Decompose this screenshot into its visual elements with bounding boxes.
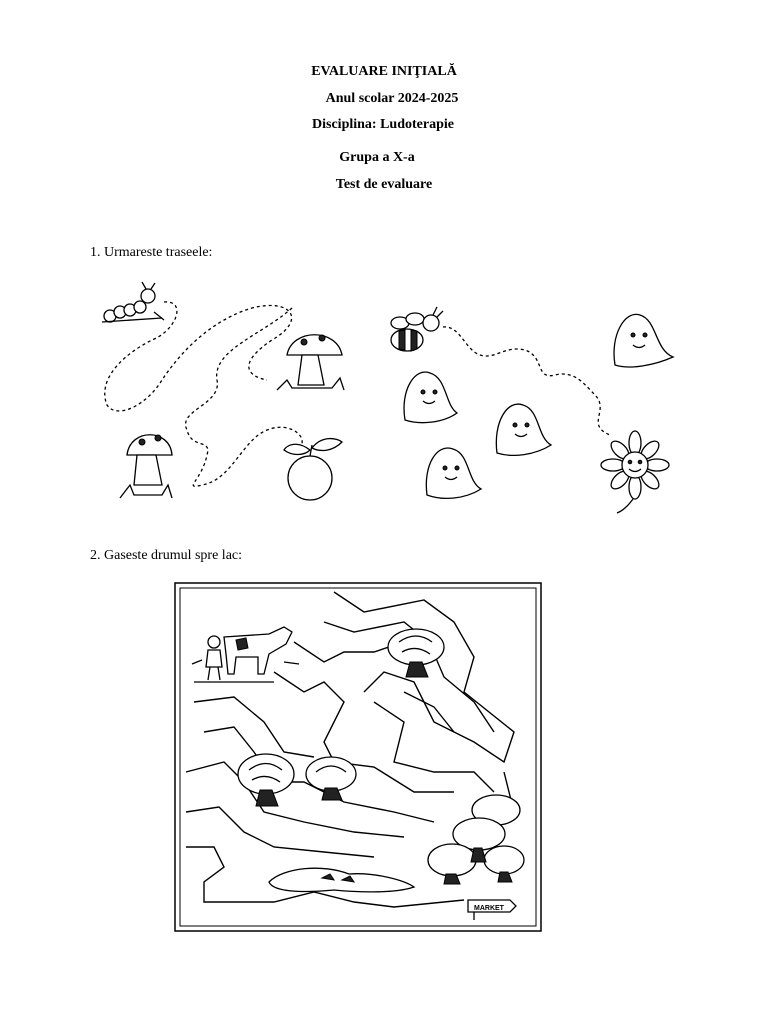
caterpillar-icon [102, 282, 164, 322]
bee-icon [391, 307, 443, 351]
discipline: Disciplina: Ludoterapie [312, 117, 454, 132]
exercise-2-label: 2. Gaseste drumul spre lac: [90, 548, 243, 563]
bell-flower-icon [426, 448, 481, 498]
market-sign-text: MARKET [474, 905, 504, 912]
mushroom-icon [120, 435, 172, 498]
bell-flower-icon [404, 372, 457, 423]
trace-illustration-right [385, 295, 685, 520]
trace-illustration-left [92, 280, 352, 505]
test-label: Test de evaluare [335, 177, 433, 192]
daisy-flower-icon [601, 431, 669, 513]
document-title: EVALUARE INIŢIALĂ [311, 64, 457, 79]
maze-illustration [174, 582, 542, 932]
apple-icon [284, 439, 342, 500]
bell-flower-icon [496, 404, 551, 455]
exercise-1-label: 1. Urmareste traseele: [90, 245, 213, 260]
school-year: Anul scolar 2024-2025 [325, 91, 459, 106]
group-label: Grupa a X-a [339, 150, 415, 165]
mushroom-icon [277, 335, 344, 390]
bell-flower-icon [614, 314, 673, 367]
